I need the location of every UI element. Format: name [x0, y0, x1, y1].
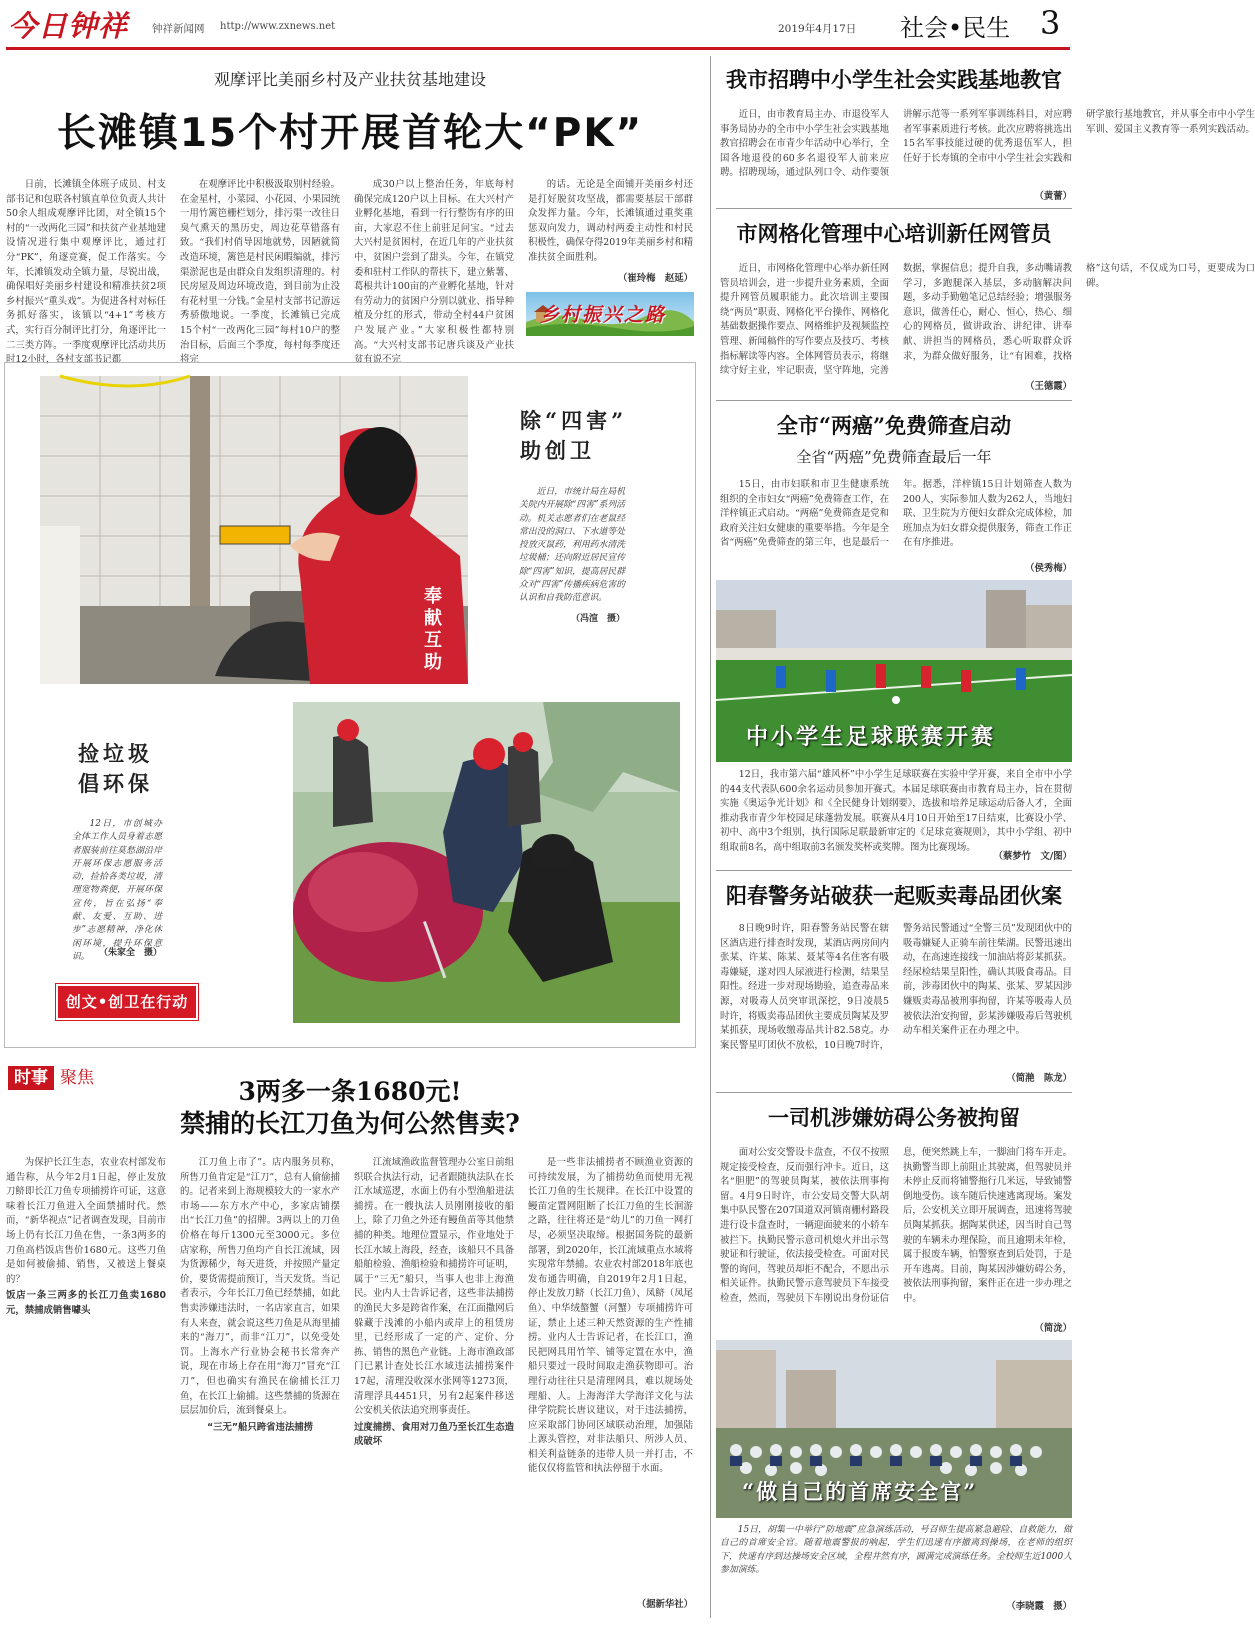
fish-subhead-1: 饭店一条三两多的长江刀鱼卖1680元，禁捕成销售噱头: [6, 1290, 166, 1316]
rodent-story-title-2: 助创卫: [520, 438, 595, 463]
masthead-rule: [6, 47, 1070, 50]
civilization-label: 创文•创卫在行动: [56, 984, 198, 1020]
fish-credit: （据新华社）: [636, 1599, 693, 1610]
masthead-date: 2019年4月17日: [778, 23, 857, 35]
column-tag-a: 时事: [8, 1066, 54, 1090]
right-column-divider: [710, 56, 711, 1618]
column-tag: [8, 1064, 126, 1092]
football-credit: （蔡梦竹 文/图）: [993, 851, 1072, 862]
masthead: [0, 0, 1078, 48]
litter-pickup-scene: [293, 702, 680, 1023]
screening-subtitle: 全省“两癌”免费筛查最后一年: [796, 448, 992, 466]
lead-column-3: 成30户以上整治任务，年底每村确保完成120户以上目标。在大兴村产业孵化基地，看到一行行整饬有序的田亩，大家忍不住上前驻足问宝。“过去大兴村是贫困村，在近几年的产业扶贫中，贫困户尝到了甜头。今年，在镇党委和驻村工作队的帮扶下，建立紫薯、葛根共计100亩的产业孵化基地，针对有劳动力的贫困户分别以就业、指导种植及分红的形式，带动全村44户贫困户发展产业。”大家积极性都特别高。“大兴村支部书记唐兵谈及产业扶贫有说不完: [354, 179, 514, 366]
lead-credit: （崔玲梅 赵延）: [617, 273, 693, 284]
fish-subhead-2: “三无”船只跨省违法捕捞: [206, 1421, 314, 1433]
safety-drill-photo: [716, 1340, 1072, 1518]
lead-column-2: 在观摩评比中积极汲取别村经验。在金星村，小菜园、小花园、小果园统一用竹篱笆栅栏划分，排污渠一改往日臭气熏天的黑历史，周边花草错落有致。“我们村俏导因地就势，因陋就简改造环境，篱笆是村民闲暇编就，排污渠淤泥也是由群众自发组织清理的。村民房屋及周边环境改造，到目前为止没有花村里一分钱。”金星村支部书记游远秀骄傲地说。一季度，长滩镇已完成15个村“一改两化三园”每村10户的整治目标，后面三个季度，每村每季度还将完: [180, 179, 340, 366]
masthead-logo: 今日钟祥: [8, 9, 129, 43]
masthead-site-name: 钟祥新闻网: [152, 23, 205, 35]
rural-revitalization-banner: [526, 292, 694, 336]
fish-headline-1: 3两多一条1680元!: [238, 1077, 462, 1106]
drug-case-credit: （简滟 陈龙）: [1006, 1073, 1072, 1084]
litter-story-title-2: 倡环保: [78, 771, 153, 796]
lead-column-1: 日前，长滩镇全体班子成员、村支部书记和包联各村镇直单位负责人共计50余人组成观摩评比团，对全镇15个村的“一改两化三园”和扶贫产业基地建设情况进行集中观摩评比，通过打分“PK”，角逐竞赛，促工作落实。今年，长滩镇发动全镇力量，尽锐出战，确保唱好美丽乡村建设和精准扶贫2项乡村振兴“重头戏”。为促进各村对标任务抓好落实，该镇以“4+1”考核方式，实行百分制评比打分，角逐评比一二三类方阵。一季度观摩评比活动共历时12小时，各村支部书记都: [6, 179, 166, 366]
litter-story-title-1: 捡垃圾: [78, 741, 153, 766]
divider-a: [716, 208, 1072, 209]
section-name: 社会•民生: [900, 14, 1011, 42]
obstruction-text: 面对公安交警设卡盘查，不仅不按照规定接受检查，反而强行冲卡。近日，这名“胆肥”的驾驶员陶某，被依法刑事拘留。4月9日时许，市公安局交警大队胡集中队民警在207国道双河镇南栅村路段进行设卡盘查时，一辆迎面驶来的小轿车被拦下。执勤民警示意司机熄火并出示驾驶证和行驶证，依法接受检查。可面对民警的询问，驾驶员却拒不配合，不愿出示相关证件。执勤民警示意驾驶员下车接受检查，然而，驾驶员下车刚说出身份证信息，便突然跳上车，一脚油门将车开走。执勤警当即上前阻止其驶离，但驾驶员并未停止反而将铺警拖行几米远，导致铺警倒地受伤。该车随后快速逃离现场。案发后，公安机关立即开展调查，迅速将驾驶员陶某抓获。据陶某供述，因当时自己驾驶的车辆未办理保险，而且逾期未年检，属于报废车辆，怕警察查到后处罚，于是开车逃离。目前，陶某因涉嫌妨碍公务，被依法刑事拘留，案件正在进一步办理之中。: [720, 1147, 1072, 1304]
volunteer-vest-text: 奉献 互助: [424, 586, 460, 673]
divider-e: [716, 1092, 1072, 1093]
safety-drill-caption: “做自己的首席安全官”: [742, 1479, 978, 1504]
safety-drill-text: 15日，胡集一中举行“防地震”应急演练活动，号召师生提高紧急避险、自救能力，做自己的首席安全官。随着地震警报的响起，学生们迅速有序撤离到操场，在老师的组织下，快速有序到达操场安全区域，全程井然有序，圆满完成演练任务。全校师生近1000人参加演练。: [720, 1525, 1072, 1576]
page-number: 3: [1040, 4, 1061, 42]
divider-b: [716, 400, 1072, 401]
football-photo-caption: 中小学生足球联赛开赛: [746, 724, 997, 750]
lead-headline: 长滩镇15个村开展首轮大“PK”: [56, 111, 644, 156]
banner-text: 乡村振兴之路: [540, 304, 667, 326]
rodent-story-credit: （冯渲 摄）: [570, 614, 625, 624]
football-photo: [716, 580, 1072, 762]
drug-case-title: 阳春警务站破获一起贩卖毒品团伙案: [726, 883, 1062, 908]
litter-story-text: 12日，市创城办全体工作人员身着志愿者服装前往莫愁湖沿岸开展环保志愿服务活动，捡拾各类垃圾，清理宽物粪便，开展环保宣传，旨在弘扬“奉献、友爱、互助、进步”志愿精神，净化休闲环境，提升环保意识。: [72, 819, 162, 962]
lead-column-4: 的话。无论是全面铺开美丽乡村还是打好脱贫攻坚战，都需要基层干部群众发挥力量。今年，长滩镇通过重奖重惩双向发力，调动村两委主动性和村民积极性，确保夺得2019年美丽乡村和精准扶贫全面胜利。: [528, 179, 693, 263]
screening-credit: （侯秀梅）: [1025, 563, 1072, 574]
grid-training-title: 市网格化管理中心培训新任网管员: [736, 221, 1052, 246]
lead-kicker: 观摩评比美丽乡村及产业扶贫基地建设: [213, 70, 486, 89]
drug-case-text: 8日晚9时许，阳春警务站民警在辖区酒店进行排查时发现，某酒店两房间内张某、许某、陈某、聂某等4名住客有吸毒嫌疑，遂对四人尿液进行检测，结果呈阳性。经进一步对现场勘验，追查毒品来源，对吸毒人员突审讯深挖，9日凌晨5时许，将贩卖毒品团伙主要成员陶某及罗某抓获，现场收缴毒品共计82.58克。办案民警星叮团伙不放松，10日晚7时许，警务站民警通过“全警三员”发现团伙中的吸毒嫌疑人正骑车前往柴湖。民警迅速出动，在高速连接线一加油站将彭某抓获。经尿检结果呈阳性，确认其吸食毒品。目前，涉毒团伙中的陶某、张某、罗某因涉嫌贩卖毒品被刑事拘留，许某等吸毒人员被依法治安拘留，彭某涉嫌吸毒后驾驶机动车相关案件正在办理之中。: [720, 923, 1072, 1051]
fish-column-2: 江刀鱼上市了”。店内服务员称，所售刀鱼肯定是“江刀”，总有人偷偷捕的。记者来到上海规模较大的一家水产市场——东方水产中心，多家店铺摆出“长江刀鱼”的招牌。3两以上的刀鱼价格在每斤1300元至3000元。多位店家称，所售刀鱼均产自长江流域，因为货源稀少，每天进货，并按照产量定价，要货需提前预订，当天发货。当记者表示，今年长江刀鱼已经禁捕，如此售卖涉嫌违法时，一名店家直言，如果有人来查，就会说这些刀鱼是从海里捕来的“海刀”，而非“江刀”，以免受处罚。上海水产行业协会秘书长常奔产说，现在市场上存在用“海刀”冒充“江刀”，但也确实有渔民在偷捕长江刀鱼，在长江上偷捕。这些禁捕的货源在层层加价后，流到餐桌上。 “三无”船只跨省违法捕捞: [180, 1156, 340, 1616]
litter-pickup-photo: [293, 702, 680, 1023]
litter-story-credit: （朱家全 摄）: [98, 948, 162, 958]
football-text: 12日，我市第六届“雄风杯”中小学生足球联赛在实验中学开赛，来自全市中小学的44支代表队600余名运动员参加开赛式。本届足球联赛由市教育局主办，旨在贯彻实施《奥运争光计划》和《全民健身计划纲要》，选拔和培养足球运动后备人才，全面推动我市青少年校园足球蓬勃发展。联赛从4月10日开始至17日结束，比赛设小学、初中、高中3个组别，执行国际足联最新审定的《足球竞赛规则》，其中小学组、初中组取前8名，高中组取前3名颁发奖杯或奖牌。图为比赛现场。: [720, 769, 1072, 853]
rodent-story-title-1: 除“四害”: [520, 408, 628, 433]
masthead-url[interactable]: http://www.zxnews.net: [220, 21, 336, 32]
grid-training-text: 近日，市网格化管理中心举办新任网管员培训会，进一步提升业务素质，全面提升网管员履职能力。此次培训主要围绕“两员”职责、网格化平台操作、网格化基础数据操作要点、网格维护及视频监控管理、新闻稿件的写作要点及技巧、考核指标解读等内容。全体网管员表示，将继续守好主业，牢记职责，坚守阵地，完善数据，掌握信息；提升自我，多动嘴请教学习，多跑腿深入基层，多动脑解决问题，多动手勤勉笔记总结经验；增强服务意识，做善任心，耐心、恒心，热心、细心的网格员，做讲政治、讲纪律、讲奉献、讲担当的网格员，悉心听取群众诉求，为群众做好服务，让“有困难，找格格”这句话，不仅成为口号，更要成为口碑。: [720, 263, 1255, 377]
recruit-story-title: 我市招聘中小学生社会实践基地教官: [726, 67, 1062, 92]
fish-subhead-3: 过度捕捞、食用对刀鱼乃至长江生态造成破坏: [354, 1421, 514, 1448]
grid-training-credit: （王德霞）: [1025, 381, 1072, 392]
rodent-control-scene: [40, 376, 468, 684]
recruit-story-text: 近日，由市教育局主办、市退役军人事务局协办的全市中小学生社会实践基地教官招聘会在市青少年活动中心举行，全国各地退役的60多名退役军人前来应聘。招聘现场，通过队列口令、动作要领讲解示范等一系列军事训练科目，对应聘者军事素质进行考核。此次应聘将挑选出15名军事技能过硬的优秀退伍军人，担任好于长寿镇的全市中小学生社会实践和研学旅行基地教官，并从事全市中小学生军训、爱国主义教育等一系列实践活动。: [720, 109, 1255, 179]
obstruction-title: 一司机涉嫌妨碍公务被拘留: [768, 1105, 1020, 1130]
rodent-control-photo: [40, 376, 468, 684]
safety-drill-credit: （李晓霞 摄）: [1006, 1601, 1072, 1612]
fish-headline-2: 禁捕的长江刀鱼为何公然售卖?: [180, 1109, 520, 1138]
obstruction-credit: （简泷）: [1034, 1323, 1072, 1334]
fish-column-3: 江流域渔政监督管理办公室日前组织联合执法行动，记者跟随执法队在长江水域巡逻，水面上仍有小型渔船进法捕捞。在一艘执法人员刚刚接收的船上，除了刀鱼之外还有鳗鱼苗等其他禁捕的种类。地理位置显示，作业地处于长江水域上海段，经查，该船只不具备船舶检验、渔船检验和捕捞许可证明，属于“三无”船只，当事人也非上海渔民。业内人士告诉记者，这些非法捕捞的渔民大多是跨省作案，在江面撒网后躲藏于浅滩的小船内或岸上的租赁房里，已经形成了一定的产、定价、分拣、销售的黑色产业链。上海市渔政部门已累计查处长江水域违法捕捞案件17起，清理没收深水张网等1273顶，清理浮具4451只，另有2起案件移送公安机关依法追究刑事责任。 过度捕捞、食用对刀鱼乃至长江生态造成破坏: [354, 1156, 514, 1616]
screening-text: 15日，由市妇联和市卫生健康系统组织的全市妇女“两癌”免费筛查工作，在洋梓镇正式启动。“两癌”免费筛查是党和政府关注妇女健康的重要举措。今年是全省“两癌”免费筛查的第三年，也是最后一年。据悉，洋梓镇15日计划筛查人数为200人，实际参加人数为262人，当地妇联、卫生院为方便妇女群众完成体检，加班加点为妇女群众提供服务，筛查工作正在有序推进。: [720, 479, 1072, 549]
divider-d: [716, 870, 1072, 871]
screening-title: 全市“两癌”免费筛查启动: [776, 413, 1012, 438]
fish-column-1: 为保护长江生态，农业农村部发布通告称，从今年2月1日起，停止发放刀鲚即长江刀鱼专项捕捞许可证，这意味着长江刀鱼进入全面禁捕时代。然而，“新华视点”记者调查发现，目前市场上仍有长江刀鱼在售，一条3两多的刀鱼高档饭店售价1680元。这些刀鱼是如何被偷捕、销售，又被送上餐桌的？ 饭店一条三两多的长江刀鱼卖1680元，禁捕成销售噱头: [6, 1156, 166, 1616]
fish-column-4: 是一些非法捕捞者不顾渔业资源的可持续发展，为了捕捞幼鱼而使用无视长江刀鱼的生长规律。在长江中设置的鳗苗定置网阻断了长江刀鱼的生长洄游之路，往往将还是“幼儿”的刀鱼一网打尽，必须坚决取缔。根据国务院的最新部署，到2020年，长江流域重点水域将实现常年禁捕。农业农村部2018年底也发布通告明确，自2019年2月1日起，停止发放刀鲚（长江刀鱼）、凤鲚（凤尾鱼）、中华绒螯蟹（河蟹）专项捕捞许可证，禁止上述三种天然资源的生产性捕捞。业内人士告诉记者，在长江口，渔民把网具用竹竿、铺等定置在水中，渔船只要过一段时间取走渔获物即可。治理行动往往只是清理网具，难以规场处理船、人。上海海洋大学海洋文化与法律学院院长唐议建议，对于违法捕捞，应采取部门协同区域联动治理，加强陆上源头管控，对非法船只、所涉人员、相关利益链条的违带人员一并打击，不能仅仅将监管和执法停留于水面。: [528, 1157, 693, 1475]
recruit-story-credit: （黄蕾）: [1034, 191, 1072, 202]
rodent-story-text: 近日，市统计局在局机关院内开展除“四害”系列活动。机关志愿者们在老鼠经常出没的洞口、下水道等处投放灭鼠药，利用药水清洗垃圾桶；还向附近居民宣传除“四害”知识，提高居民群众对“四害”传播疾病危害的认识和自我防范意识。: [519, 487, 625, 604]
column-tag-b: 聚焦: [60, 1068, 94, 1088]
